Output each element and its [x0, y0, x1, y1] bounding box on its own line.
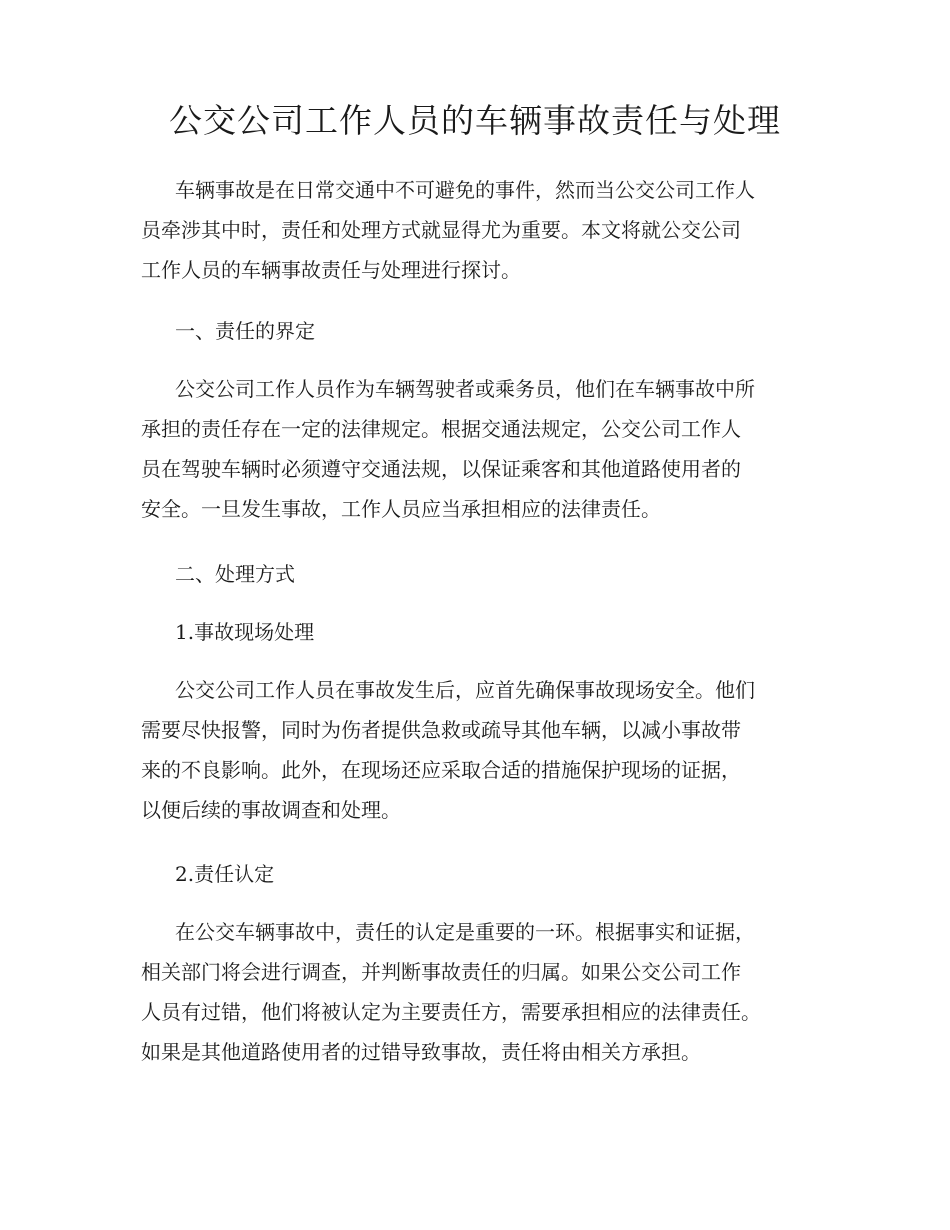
sub2-paragraph: [141, 912, 841, 1072]
paragraph-line: 车辆事故是在日常交通中不可避免的事件，然而当公交公司工作人: [175, 178, 755, 202]
paragraph-line: 承担的责任存在一定的法律规定。根据交通法规定，公交公司工作人: [141, 417, 741, 441]
paragraph-line: 安全。一旦发生事故，工作人员应当承担相应的法律责任。: [141, 497, 661, 521]
intro-paragraph: [141, 170, 841, 290]
paragraph-line: 相关部门将会进行调查，并判断事故责任的归属。如果公交公司工作: [141, 960, 741, 984]
section-heading-handling: 二、处理方式: [175, 562, 295, 586]
paragraph-line: 工作人员的车辆事故责任与处理进行探讨。: [141, 258, 521, 282]
paragraph-line: 人员有过错，他们将被认定为主要责任方，需要承担相应的法律责任。: [141, 1000, 761, 1024]
paragraph-line: 员在驾驶车辆时必须遵守交通法规，以保证乘客和其他道路使用者的: [141, 457, 741, 481]
sub1-paragraph: [141, 670, 841, 830]
section1-paragraph: [141, 369, 841, 529]
paragraph-line: 公交公司工作人员在事故发生后，应首先确保事故现场安全。他们: [175, 678, 755, 702]
paragraph-line: 在公交车辆事故中，责任的认定是重要的一环。根据事实和证据，: [175, 920, 755, 944]
subsection-heading-liability: 2.责任认定: [175, 862, 275, 886]
paragraph-line: 员牵涉其中时，责任和处理方式就显得尤为重要。本文将就公交公司: [141, 218, 741, 242]
paragraph-line: 来的不良影响。此外，在现场还应采取合适的措施保护现场的证据，: [141, 758, 741, 782]
paragraph-line: 公交公司工作人员作为车辆驾驶者或乘务员，他们在车辆事故中所: [175, 377, 755, 401]
paragraph-line: 需要尽快报警，同时为伤者提供急救或疏导其他车辆，以减小事故带: [141, 718, 741, 742]
paragraph-line: 如果是其他道路使用者的过错导致事故，责任将由相关方承担。: [141, 1040, 701, 1064]
section-heading-responsibility: 一、责任的界定: [175, 319, 315, 343]
paragraph-line: 以便后续的事故调查和处理。: [141, 798, 401, 822]
document-title: 公交公司工作人员的车辆事故责任与处理: [169, 101, 781, 140]
subsection-heading-scene: 1.事故现场处理: [175, 620, 315, 644]
